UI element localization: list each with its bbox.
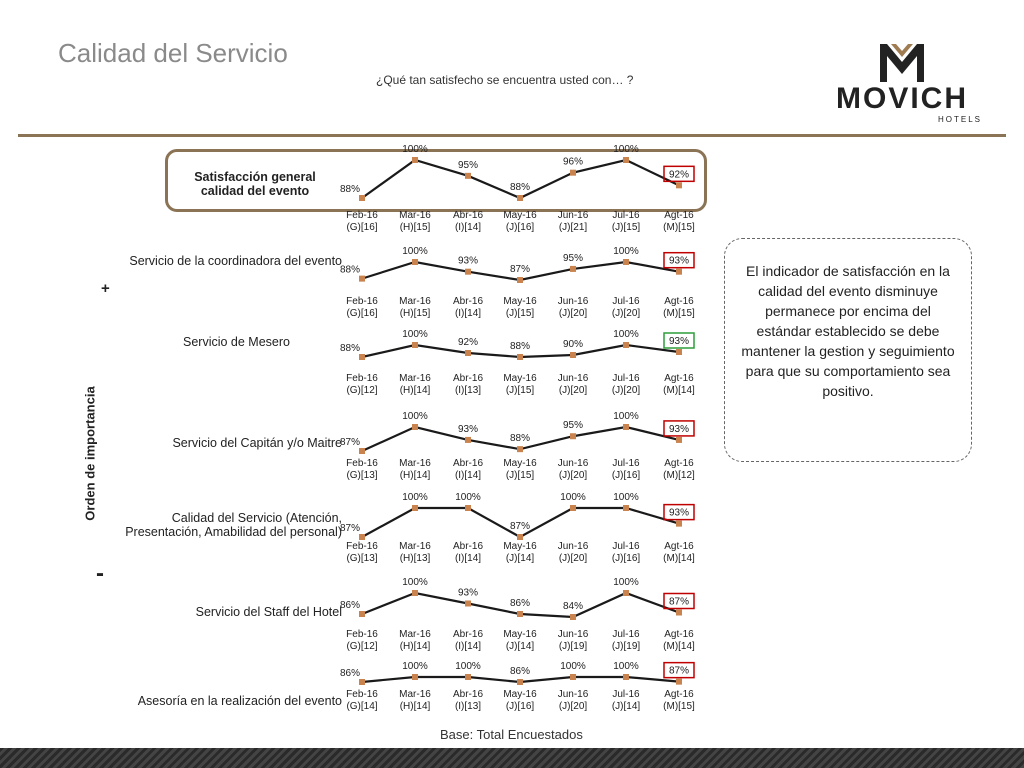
category-label: May-16	[503, 629, 537, 640]
category-label: May-16	[503, 541, 537, 552]
data-point	[359, 534, 365, 540]
base-label: (M)[14]	[663, 641, 695, 652]
data-point	[359, 448, 365, 454]
data-label: 100%	[455, 492, 481, 503]
data-label: 100%	[455, 661, 481, 672]
category-label: Abr-16	[452, 689, 484, 700]
insight-note: El indicador de satisfacción en la calidad del evento disminuye permanece por encima del estándar establecido se debe mantener la gestion y seguimiento para que su comportamiento sea positivo.	[724, 238, 972, 462]
data-label: 87%	[339, 523, 361, 534]
data-point	[359, 354, 365, 360]
data-label: 100%	[560, 492, 586, 503]
category-label: Jul-16	[612, 629, 640, 640]
data-label: 86%	[509, 598, 531, 609]
category-label: May-16	[503, 296, 537, 307]
base-label: (I)[13]	[454, 385, 482, 396]
base-label: (J)[15]	[505, 470, 535, 481]
data-label: 100%	[560, 661, 586, 672]
data-label: 86%	[509, 666, 531, 677]
base-label: (J)[14]	[505, 641, 535, 652]
row-label: Asesoría en la realización del evento	[137, 694, 342, 708]
data-point	[465, 601, 471, 607]
survey-question: ¿Qué tan satisfecho se encuentra usted con… ?	[376, 73, 634, 87]
row-label: Satisfacción general calidad del evento	[194, 170, 316, 198]
data-point	[359, 195, 365, 201]
row-label: Servicio del Staff del Hotel	[195, 605, 342, 619]
data-label: 100%	[402, 144, 428, 155]
base-label: (I)[14]	[454, 308, 482, 319]
data-label: 88%	[339, 343, 361, 354]
data-point	[570, 614, 576, 620]
base-label: (J)[14]	[505, 553, 535, 564]
category-label: Agt-16	[664, 210, 694, 221]
data-label: 93%	[457, 587, 479, 599]
base-label: (J)[16]	[505, 701, 535, 712]
data-label: 90%	[562, 339, 584, 350]
category-label: Mar-16	[399, 541, 431, 552]
data-label: 93%	[668, 423, 690, 435]
base-label: (J)[19]	[611, 641, 641, 652]
base-label: (M)[14]	[663, 553, 695, 564]
data-label: 100%	[613, 661, 639, 672]
logo-subtext: HOTELS	[937, 115, 983, 124]
data-label: 95%	[562, 420, 584, 432]
base-label: (J)[20]	[558, 701, 588, 712]
category-label: Abr-16	[452, 210, 484, 221]
data-label: 100%	[402, 577, 428, 588]
data-label: 95%	[562, 252, 584, 264]
data-label: 86%	[339, 600, 361, 611]
data-point	[570, 433, 576, 439]
category-label: Feb-16	[346, 210, 378, 221]
base-label: (J)[14]	[611, 701, 641, 712]
data-point	[412, 157, 418, 163]
data-point	[623, 424, 629, 430]
axis-minus: -	[96, 560, 104, 587]
data-point	[465, 173, 471, 179]
data-label: 100%	[402, 661, 428, 672]
data-label: 100%	[402, 492, 428, 503]
base-label: (H)[15]	[399, 308, 431, 319]
category-label: Jul-16	[612, 458, 640, 469]
base-label: (H)[14]	[399, 470, 431, 481]
data-label: 96%	[562, 156, 584, 168]
data-label: 100%	[613, 246, 639, 257]
data-point	[676, 182, 682, 188]
data-label: 95%	[457, 159, 479, 171]
data-label: 93%	[668, 507, 690, 519]
category-label: Jun-16	[557, 458, 589, 469]
data-point	[570, 170, 576, 176]
category-label: Feb-16	[346, 373, 378, 384]
base-note: Base: Total Encuestados	[440, 727, 583, 742]
data-label: 93%	[668, 255, 690, 267]
category-label: Agt-16	[664, 296, 694, 307]
data-point	[623, 674, 629, 680]
category-label: Feb-16	[346, 296, 378, 307]
category-label: Jul-16	[612, 210, 640, 221]
category-label: May-16	[503, 373, 537, 384]
data-label: 100%	[402, 329, 428, 340]
data-point	[623, 342, 629, 348]
logo-wordmark: MOVICH	[836, 82, 968, 115]
data-label: 93%	[668, 336, 690, 347]
category-label: Jun-16	[557, 541, 589, 552]
data-point	[465, 350, 471, 356]
base-label: (G)[16]	[346, 308, 378, 319]
base-label: (J)[20]	[611, 385, 641, 396]
category-label: Feb-16	[346, 541, 378, 552]
category-label: May-16	[503, 210, 537, 221]
data-label: 86%	[339, 668, 361, 679]
data-point	[412, 590, 418, 596]
row-label: Servicio del Capitán y/o Maitre	[172, 436, 342, 450]
data-point	[517, 354, 523, 360]
row-label: Servicio de la coordinadora del evento	[129, 254, 342, 268]
data-label: 92%	[457, 337, 479, 348]
base-label: (G)[13]	[346, 553, 378, 564]
row-label: Servicio de Mesero	[183, 335, 290, 349]
category-label: Jul-16	[612, 373, 640, 384]
data-label: 100%	[613, 329, 639, 340]
category-label: Jun-16	[557, 689, 589, 700]
data-point	[465, 674, 471, 680]
data-label: 87%	[509, 264, 531, 275]
category-label: Abr-16	[452, 541, 484, 552]
data-label: 92%	[668, 169, 690, 181]
category-label: Feb-16	[346, 458, 378, 469]
data-label: 87%	[509, 521, 531, 532]
category-label: May-16	[503, 689, 537, 700]
data-point	[359, 276, 365, 282]
data-point	[623, 590, 629, 596]
data-point	[570, 352, 576, 358]
base-label: (J)[20]	[558, 553, 588, 564]
base-label: (M)[12]	[663, 470, 695, 481]
category-label: Abr-16	[452, 373, 484, 384]
base-label: (H)[15]	[399, 222, 431, 233]
base-label: (M)[15]	[663, 308, 695, 319]
row-label: Calidad del Servicio (Atención, Presentación, Amabilidad del personal)	[125, 511, 342, 539]
data-point	[517, 277, 523, 283]
category-label: Mar-16	[399, 458, 431, 469]
data-point	[412, 342, 418, 348]
base-label: (G)[16]	[346, 222, 378, 233]
base-label: (G)[14]	[346, 701, 378, 712]
category-label: Jun-16	[557, 210, 589, 221]
data-label: 93%	[457, 255, 479, 267]
category-label: Abr-16	[452, 458, 484, 469]
base-label: (G)[12]	[346, 385, 378, 396]
category-label: Mar-16	[399, 629, 431, 640]
base-label: (G)[12]	[346, 641, 378, 652]
category-label: Abr-16	[452, 296, 484, 307]
category-label: Jul-16	[612, 689, 640, 700]
category-label: Jun-16	[557, 296, 589, 307]
category-label: Mar-16	[399, 689, 431, 700]
category-label: Jul-16	[612, 541, 640, 552]
base-label: (M)[15]	[663, 701, 695, 712]
category-label: Agt-16	[664, 541, 694, 552]
category-label: Agt-16	[664, 629, 694, 640]
data-label: 87%	[339, 437, 361, 448]
base-label: (J)[21]	[558, 222, 588, 233]
data-point	[676, 679, 682, 685]
data-label: 84%	[562, 601, 584, 612]
category-label: Jul-16	[612, 296, 640, 307]
category-label: Mar-16	[399, 296, 431, 307]
data-point	[676, 349, 682, 355]
data-point	[465, 437, 471, 443]
category-label: Agt-16	[664, 689, 694, 700]
base-label: (J)[20]	[558, 470, 588, 481]
data-point	[570, 266, 576, 272]
base-label: (J)[20]	[558, 385, 588, 396]
data-label: 87%	[668, 596, 690, 608]
data-label: 88%	[339, 184, 361, 195]
base-label: (J)[15]	[611, 222, 641, 233]
base-label: (I)[14]	[454, 553, 482, 564]
base-label: (I)[14]	[454, 222, 482, 233]
category-label: Agt-16	[664, 458, 694, 469]
data-label: 100%	[613, 144, 639, 155]
data-label: 100%	[402, 246, 428, 257]
data-point	[623, 505, 629, 511]
data-point	[359, 611, 365, 617]
data-label: 88%	[339, 264, 361, 276]
category-label: Abr-16	[452, 629, 484, 640]
data-point	[359, 679, 365, 685]
data-point	[676, 521, 682, 527]
decorative-footer-strip	[0, 748, 1024, 768]
base-label: (J)[16]	[611, 553, 641, 564]
category-label: Jun-16	[557, 629, 589, 640]
data-point	[412, 259, 418, 265]
data-point	[623, 157, 629, 163]
base-label: (J)[15]	[505, 308, 535, 319]
data-label: 93%	[457, 423, 479, 435]
base-label: (G)[13]	[346, 470, 378, 481]
category-label: Feb-16	[346, 629, 378, 640]
data-label: 100%	[402, 411, 428, 422]
data-point	[676, 437, 682, 443]
base-label: (J)[16]	[505, 222, 535, 233]
data-point	[517, 611, 523, 617]
data-point	[412, 424, 418, 430]
data-point	[517, 534, 523, 540]
data-label: 88%	[509, 182, 531, 193]
category-label: Agt-16	[664, 373, 694, 384]
base-label: (I)[14]	[454, 641, 482, 652]
data-label: 100%	[613, 577, 639, 588]
base-label: (H)[14]	[399, 385, 431, 396]
axis-label-importance: Orden de importancia	[82, 386, 98, 521]
category-label: Feb-16	[346, 689, 378, 700]
data-label: 100%	[613, 492, 639, 503]
base-label: (H)[13]	[399, 553, 431, 564]
category-label: May-16	[503, 458, 537, 469]
category-label: Jun-16	[557, 373, 589, 384]
data-label: 100%	[613, 411, 639, 422]
base-label: (I)[14]	[454, 470, 482, 481]
base-label: (M)[14]	[663, 385, 695, 396]
category-label: Mar-16	[399, 210, 431, 221]
data-label: 88%	[509, 433, 531, 445]
data-point	[412, 674, 418, 680]
data-point	[570, 674, 576, 680]
base-label: (H)[14]	[399, 641, 431, 652]
data-point	[465, 505, 471, 511]
category-label: Mar-16	[399, 373, 431, 384]
data-point	[465, 269, 471, 275]
data-label: 87%	[668, 665, 690, 677]
data-label: 88%	[509, 341, 531, 352]
data-point	[676, 610, 682, 616]
base-label: (J)[16]	[611, 470, 641, 481]
base-label: (J)[15]	[505, 385, 535, 396]
base-label: (J)[19]	[558, 641, 588, 652]
data-point	[412, 505, 418, 511]
data-point	[570, 505, 576, 511]
base-label: (J)[20]	[611, 308, 641, 319]
data-point	[676, 269, 682, 275]
axis-plus: +	[101, 280, 110, 297]
data-point	[623, 259, 629, 265]
base-label: (M)[15]	[663, 222, 695, 233]
base-label: (I)[13]	[454, 701, 482, 712]
data-point	[517, 679, 523, 685]
data-point	[517, 195, 523, 201]
data-point	[517, 446, 523, 452]
page-title: Calidad del Servicio	[58, 38, 288, 68]
base-label: (H)[14]	[399, 701, 431, 712]
base-label: (J)[20]	[558, 308, 588, 319]
